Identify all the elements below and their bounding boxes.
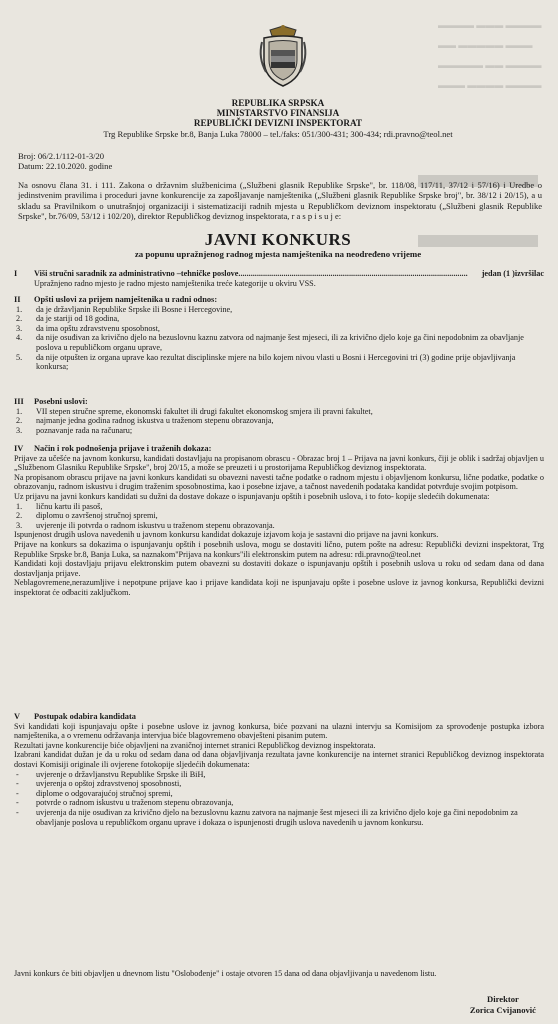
list-item: 3. uvjerenje ili potvrda o radnom iskustvu u traženom stepenu obrazovanja. — [16, 520, 275, 530]
list-item: - uvjerenja da nije osuđivan za krivično djelo na bezuslovnu kaznu zatvora na najmanje šest mjeseci ili za krivično djelo koje ga čini nepodobnim za obavljanje poslova u republičkom organu uprave i dokaza o ispunjenosti drugih uslova navedenih u javnom konkursu. — [16, 807, 518, 827]
paragraph: Uz prijavu na javni konkurs kandidati su dužni da dostave dokaze o ispunjavanju opštih i posebnih uslova, i to foto- kopije sledećih dokumenata: — [14, 491, 490, 501]
list-item: 1. VII stepen stručne spreme, ekonomski fakultet ili drugi fakultet ekonomskog smjera ili pravni fakultet, — [16, 406, 373, 416]
list-item: 1. da je državljanin Republike Srpske ili Bosne i Hercegovine, — [16, 304, 233, 314]
org-name-line1: REPUBLIKA SRPSKA — [231, 98, 325, 108]
section-number: II — [14, 295, 21, 304]
announcement-page — [6, 4, 550, 1020]
signature-role: Direktor — [487, 994, 519, 1004]
position-title: Viši stručni saradnik za administrativno –tehničke poslove — [34, 269, 239, 278]
list-item: - potvrde o radnom iskustvu u traženom stepenu obrazovanja, — [16, 798, 234, 808]
paragraph: Kandidati koji dostavljaju prijavu elektronskim putem obavezni su dostaviti dokaze o ispunjavanju opštih i posebnih uslova u roku od sedam dana od dana dostavljanja prijave. — [14, 559, 544, 578]
org-name-line3: REPUBLIČKI DEVIZNI INSPEKTORAT — [193, 118, 363, 128]
paragraph: Neblagovremene,nerazumljive i nepotpune prijave kao i prijave kandidata koji ne ispunjavaju opšte i posebne uslove iz javnog konkursa, Republički devizni inspektorat će odbaciti zaključkom. — [14, 578, 544, 597]
org-name-line2: MINISTARSTVO FINANSIJA — [216, 108, 340, 118]
coat-of-arms-emblem — [256, 24, 310, 88]
section-application — [14, 444, 544, 598]
section-heading: Postupak odabira kandidata — [34, 712, 136, 721]
intro-paragraph: Na osnovu člana 31. i 111. Zakona o državnim službenicima („Službeni glasnik Republike Srpske", br. 118/08, 117/11, 37/12 i 57/16) i Uredbe o jedinstvenim pravilima i proceduri javne konkurencije za zapošljavanje namještenika („Službeni glasnik Republike Srpske broj", br. 38/12 i 20/15), a u skladu sa Pravilnikom o unutrašnjoj organizaciji i sistematizaciji radnih mjesta u Republičkom deviznom inspektoratu („Službeni glasnik Republike Srpske", br.76/09, 53/12 i 102/20), direktor Republičkog deviznog inspektorata, r a s p i s u j e: — [18, 180, 542, 222]
paragraph: Rezultati javne konkurencije biće objavljeni na zvaničnoj internet stranici Republičkog deviznog inspektorata. — [14, 740, 376, 750]
document-date: Datum: 22.10.2020. godine — [18, 161, 113, 171]
list-item: - diplome o odgovarajućoj stručnoj spremi, — [16, 788, 173, 798]
list-item: 3. poznavanje rada na računaru; — [16, 425, 133, 435]
page-subtitle: za popunu upražnjenog radnog mjesta namještenika na neodređeno vrijeme — [134, 249, 422, 259]
list-item: 1. ličnu kartu ili pasoš, — [16, 501, 103, 511]
section-heading: Posebni uslovi: — [34, 397, 88, 406]
closing-note — [14, 969, 544, 979]
document-number: Broj: 06/2.1/112-01-3/20 — [18, 151, 105, 161]
list-item: 2. da je stariji od 18 godina, — [16, 314, 120, 324]
section-number: V — [14, 712, 21, 721]
position-count: jedan (1 )izvršilac — [481, 269, 544, 278]
list-item: 3. da ima opštu zdravstvenu sposobnost, — [16, 323, 160, 333]
bleed-through-texture: ▬▬▬▬ ▬▬▬ ▬▬▬▬ ▬▬ ▬▬▬▬▬ ▬▬▬ ▬▬▬▬▬ ▬▬ ▬▬▬▬ ▬▬▬ ▬▬▬▬ ▬▬▬▬ ▬▬▬ ▬▬▬ — [418, 20, 542, 256]
paragraph: Svi kandidati koji ispunjavaju opšte i posebne uslove iz javnog konkursa, biće pozvani na ulazni intervju sa Komisijom za sprovođenje postupka izbora namještenika, a o vremenu održavanja intervjua biće blagovremeno obavješteni pisanim putem. — [14, 721, 544, 741]
section-selection — [14, 712, 544, 827]
paragraph: Prijave na konkurs sa dokazima o ispunjavanju opštih i posebnih uslova, mogu se dostaviti lično, putem pošte na adresu: Republički devizni inspektorat, Trg Republike Srpske br.8, Banja Luka, sa naznakom"Prijava na konkurs"ili elektronskim putem na adresu: rdi.pravno@teol.net — [14, 539, 544, 559]
section-heading: Način i rok podnošenja prijave i traženih dokaza: — [34, 444, 212, 453]
signature-name: Zorica Cvijanović — [469, 1005, 536, 1015]
list-item: 4. da nije osuđivan za krivično djelo na bezuslovnu kaznu zatvora od najmanje šest mjeseci, ili za krivično djelo koje ga čini nepodobnim za obavljanje poslova u republičkom organu uprave, — [16, 333, 524, 352]
signature-block — [470, 994, 536, 1016]
section-heading: Opšti uslovi za prijem namještenika u radni odnos: — [34, 295, 218, 304]
section-general-conditions — [14, 295, 544, 372]
list-item: 2. diplomu o završenoj stručnoj spremi, — [16, 511, 158, 521]
closing-paragraph: Javni konkurs će biti objavljen u dnevnom listu "Oslobođenje" i ostaje otvoren 15 dana od dana objavljivanja u navedenom listu. — [14, 969, 437, 978]
org-address: Trg Republike Srpske br.8, Banja Luka 78000 – tel./faks: 051/300-431; 300-434; rdi.pravno@teol.net — [103, 129, 453, 139]
page-title: JAVNI KONKURS — [204, 230, 352, 249]
section-number: IV — [14, 444, 24, 453]
list-item: - uvjerenje o državljanstvu Republike Srpske ili BiH, — [16, 769, 206, 779]
section-number: III — [14, 397, 24, 406]
list-item: 5. da nije otpušten iz organa uprave kao rezultat disciplinske mjere na bilo kojem nivou vlasti u Bosni i Hercegovini tri (3) godine prije objavljivanja konkursa; — [16, 352, 516, 372]
list-item: 2. najmanje jedna godina radnog iskustva u traženom stepenu obrazovanja, — [16, 416, 274, 426]
position-category: Upražnjeno radno mjesto je radno mjesto namještenika treće kategorije u okviru VSS. — [34, 278, 316, 288]
section-number: I — [14, 269, 18, 278]
paragraph: Izabrani kandidat dužan je da u roku od sedam dana od dana objavljivanja rezultata javne konkurencije na internet stranici Republičkog deviznog inspektorata dostavi Komisiji originale ili ovjerene fotokopije sljedećih dokumenata: — [14, 750, 544, 769]
section-position — [14, 269, 544, 288]
paragraph: Prijave za učešće na javnom konkursu, kandidati dostavljaju na propisanom obrascu - Obrazac broj 1 – Prijava na javni konkurs, čiji je oblik i sadržaj objavljen u „Službenom Glasniku Republike Srpske", broj 20/15, a može se preuzeti i u prostorijama Republičkog deviznog inspektorata. — [14, 453, 544, 473]
paragraph: Na propisanom obrascu prijave na javni konkurs kandidati su obavezni navesti tačne podatke o radnom mjestu i objavljenom konkursu, lične podatke, podatke o obrazovanju, radnom iskustvu i drugim traženim sposobnostima, kao i posebne izjave, a tačnost navedenih podataka kandidat potvrđuje svojim potpisom. — [14, 472, 544, 492]
leader-dots: ................................................................................................................ — [238, 269, 468, 278]
paragraph: Ispunjenost drugih uslova navedenih u javnom konkursu kandidat dokazuje izjavom koja je sastavni dio prijave na javni konkurs. — [14, 530, 439, 540]
list-item: - uvjerenja o opštoj zdravstvenoj sposobnosti, — [16, 779, 182, 789]
section-special-conditions — [14, 397, 544, 435]
